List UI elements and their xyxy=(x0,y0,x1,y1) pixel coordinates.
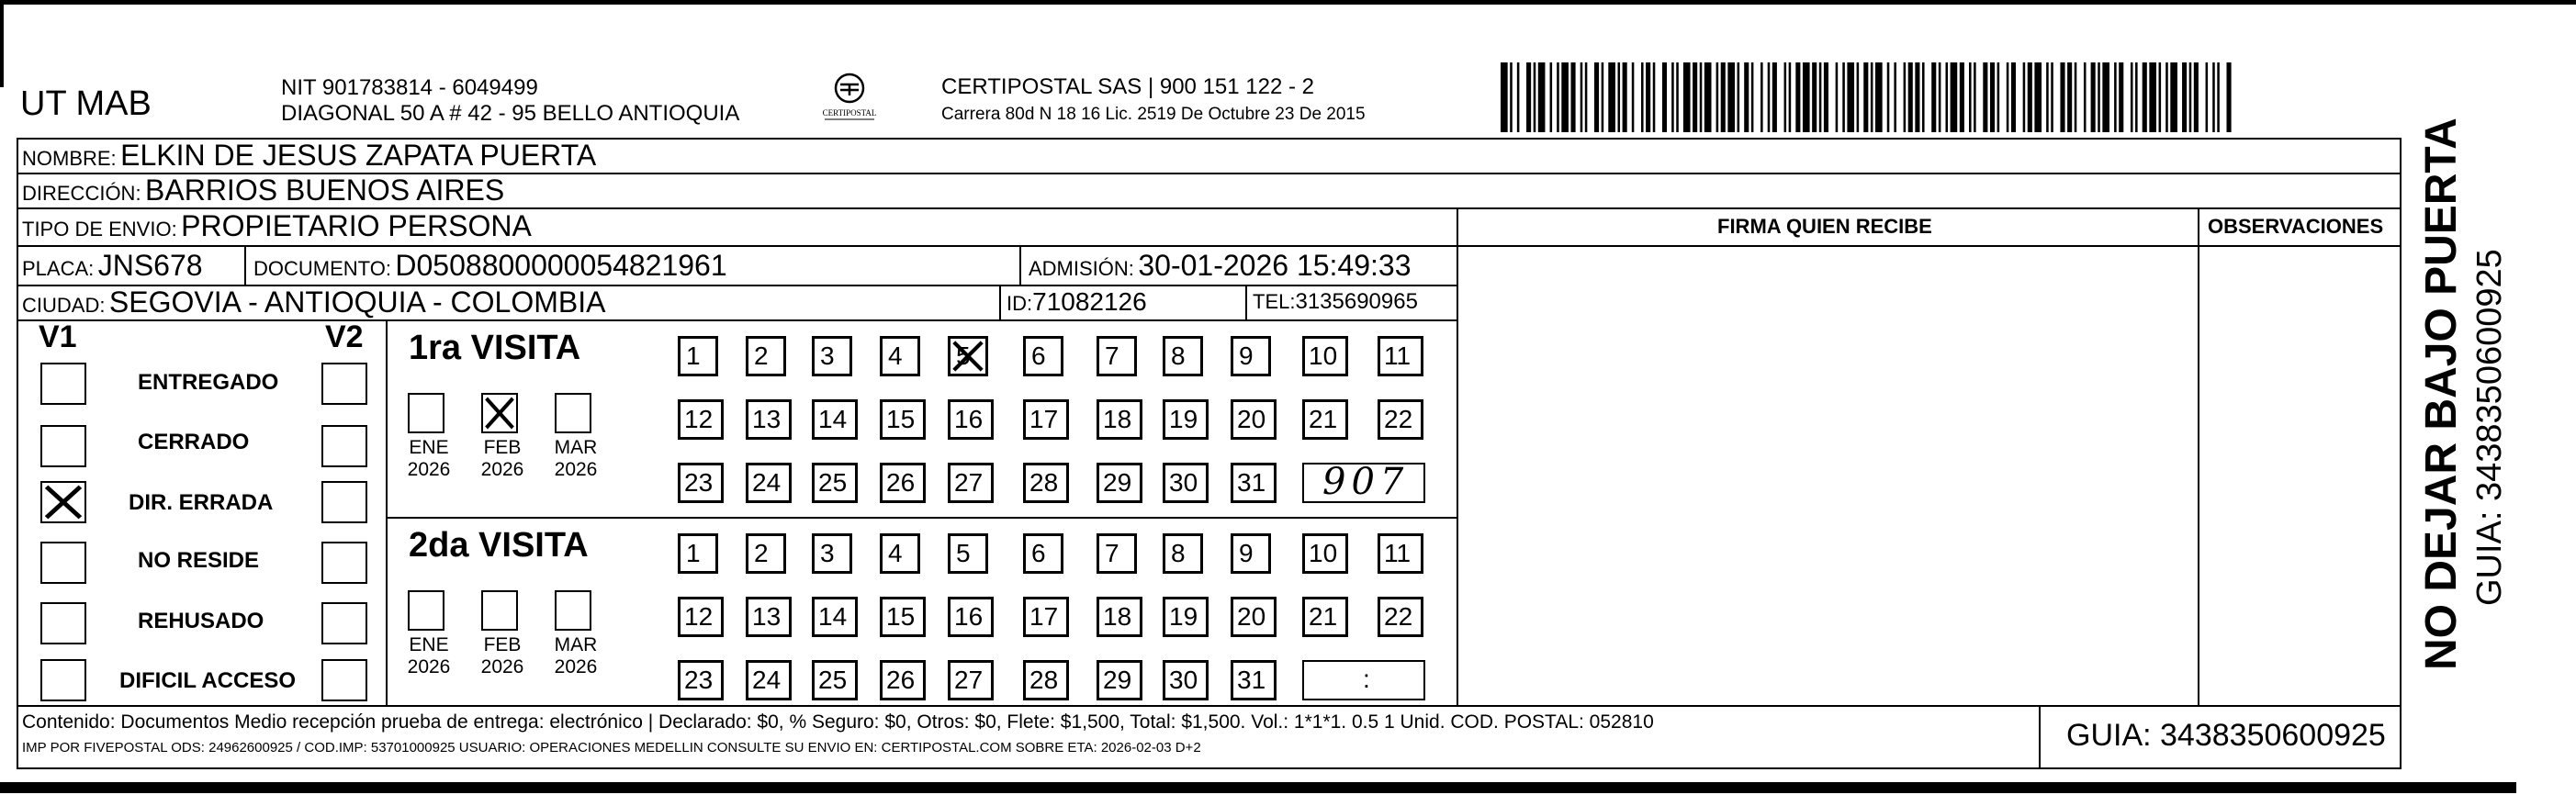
barcode-bar xyxy=(1857,62,1860,132)
day-box[interactable]: 28 xyxy=(1023,660,1069,700)
day-box[interactable]: 14 xyxy=(812,399,858,440)
day-box[interactable]: 5 xyxy=(948,336,988,376)
day-box[interactable]: 25 xyxy=(812,463,858,503)
logo-caption: CERTIPOSTAL xyxy=(822,108,877,118)
barcode-bar xyxy=(2060,62,2064,132)
day-box[interactable]: 12 xyxy=(678,597,724,637)
day-box[interactable]: 11 xyxy=(1378,336,1423,376)
company-nit: NIT 901783814 - 6049499 xyxy=(281,75,538,100)
status-label: ENTREGADO xyxy=(138,370,279,395)
tel-label: TEL: xyxy=(1253,290,1296,313)
barcode-bar xyxy=(1760,62,1763,132)
barcode-bar xyxy=(2119,62,2123,132)
direccion-value: BARRIOS BUENOS AIRES xyxy=(145,174,505,207)
time-box[interactable] xyxy=(1302,660,1425,700)
barcode-bar xyxy=(1501,62,1508,132)
day-box[interactable]: 4 xyxy=(880,336,920,376)
footer-print-info: IMP POR FIVEPOSTAL ODS: 24962600925 / COD.IMP: 53701000925 USUARIO: OPERACIONES MEDELLIN CONSULTE SU ENVIO EN: CERTIPOSTAL.COM SOBRE ETA: 2026-02-03 D+2 xyxy=(22,740,1201,756)
barcode-bar xyxy=(2046,62,2049,132)
top-border xyxy=(0,0,2576,5)
barcode-bar xyxy=(1939,62,1941,132)
admision-label: ADMISIÓN: xyxy=(1029,257,1134,280)
month-year: 2026 xyxy=(554,459,598,480)
barcode-bar xyxy=(2206,62,2209,132)
day-box[interactable]: 9 xyxy=(1231,533,1271,574)
day-box[interactable]: 14 xyxy=(812,597,858,637)
carrier-info xyxy=(941,73,1366,129)
barcode-bar xyxy=(2034,62,2042,132)
day-box[interactable]: 20 xyxy=(1231,597,1277,637)
barcode-bar xyxy=(1721,62,1726,132)
month-name: ENE xyxy=(409,437,449,458)
day-box[interactable]: 21 xyxy=(1302,399,1348,440)
barcode-bar xyxy=(1608,62,1615,132)
v1-checkbox[interactable] xyxy=(40,602,86,644)
v1-checkbox[interactable] xyxy=(40,425,86,467)
v1-label: V1 xyxy=(39,319,77,354)
barcode-bar xyxy=(1931,62,1936,132)
month-checkbox[interactable] xyxy=(481,590,518,631)
barcode-bar xyxy=(2091,62,2096,132)
documento-row xyxy=(253,250,727,287)
barcode-bar xyxy=(1738,62,1740,132)
company-info xyxy=(281,75,739,127)
day-box[interactable]: 16 xyxy=(948,399,994,440)
barcode-bar xyxy=(1751,62,1754,132)
barcode-bar xyxy=(2143,62,2147,132)
month-year: 2026 xyxy=(480,656,524,677)
barcode-bar xyxy=(1716,62,1719,132)
ciudad-value: SEGOVIA - ANTIOQUIA - COLOMBIA xyxy=(108,285,606,319)
day-box[interactable]: 6 xyxy=(1023,533,1063,574)
status-label: REHUSADO xyxy=(138,609,264,633)
barcode-bar xyxy=(2217,62,2220,132)
barcode-bar xyxy=(1653,62,1656,132)
barcode-bar xyxy=(2084,62,2087,132)
month-year: 2026 xyxy=(480,459,524,480)
admision-value: 30-01-2026 15:49:33 xyxy=(1138,249,1412,282)
barcode-bar xyxy=(2007,62,2009,132)
nombre-label: NOMBRE: xyxy=(22,147,117,170)
barcode-bar xyxy=(1671,62,1674,132)
day-box[interactable]: 10 xyxy=(1302,533,1348,574)
day-box[interactable]: 25 xyxy=(812,660,858,700)
barcode-bar xyxy=(1847,62,1854,132)
day-box[interactable]: 29 xyxy=(1097,463,1142,503)
id-value: 71082126 xyxy=(1032,287,1147,316)
month-checkbox[interactable] xyxy=(555,590,591,631)
month-label xyxy=(397,634,461,678)
status-label: NO RESIDE xyxy=(138,548,260,573)
barcode-bar xyxy=(1704,62,1712,132)
barcode-bar xyxy=(2149,62,2156,132)
barcode-bar xyxy=(1960,62,1964,132)
barcode-bar xyxy=(2159,62,2162,132)
month-name: FEB xyxy=(483,437,522,458)
day-box[interactable]: 1 xyxy=(678,336,718,376)
day-box[interactable]: 22 xyxy=(1378,597,1423,637)
barcode-bar xyxy=(1819,62,1822,132)
v2-checkbox[interactable] xyxy=(321,481,367,523)
barcode xyxy=(1501,62,2232,132)
day-box[interactable]: 17 xyxy=(1023,597,1069,637)
barcode-bar xyxy=(1904,62,1907,132)
barcode-bar xyxy=(1550,62,1553,132)
barcode-bar xyxy=(1842,62,1845,132)
barcode-bar xyxy=(1969,62,1972,132)
day-box[interactable]: 7 xyxy=(1097,336,1137,376)
side-guia: GUIA: 3438350600925 xyxy=(2470,249,2509,606)
barcode-bar xyxy=(2102,62,2109,132)
month-name: FEB xyxy=(483,634,522,655)
observaciones-header: OBSERVACIONES xyxy=(2208,215,2384,238)
day-box[interactable]: 20 xyxy=(1231,399,1277,440)
barcode-bar xyxy=(2212,62,2215,132)
v2-checkbox[interactable] xyxy=(321,659,367,701)
barcode-bar xyxy=(2067,62,2072,132)
company-address: DIAGONAL 50 A # 42 - 95 BELLO ANTIOQUIA xyxy=(281,101,740,126)
barcode-bar xyxy=(2075,62,2077,132)
barcode-bar xyxy=(2170,62,2177,132)
v1-checkbox[interactable] xyxy=(40,363,86,405)
v2-checkbox[interactable] xyxy=(321,542,367,584)
barcode-bar xyxy=(1887,62,1890,132)
direccion-label: DIRECCIÓN: xyxy=(22,182,141,205)
month-name: MAR xyxy=(554,437,598,458)
barcode-bar xyxy=(2023,62,2026,132)
barcode-bar xyxy=(1534,62,1536,132)
month-checkbox[interactable] xyxy=(408,393,444,433)
barcode-bar xyxy=(2011,62,2016,132)
day-box[interactable]: 31 xyxy=(1231,660,1277,700)
footer-guia: GUIA: 3438350600925 xyxy=(2066,718,2386,753)
day-box[interactable]: 29 xyxy=(1097,660,1142,700)
barcode-bar xyxy=(1990,62,1995,132)
day-box[interactable]: 26 xyxy=(880,463,926,503)
barcode-bar xyxy=(1594,62,1599,132)
barcode-bar xyxy=(1526,62,1531,132)
month-year: 2026 xyxy=(407,459,451,480)
day-box[interactable]: 17 xyxy=(1023,399,1069,440)
company-name: UT MAB xyxy=(20,84,152,123)
day-box[interactable]: 9 xyxy=(1231,336,1271,376)
barcode-bar xyxy=(1894,62,1896,132)
barcode-bar xyxy=(1863,62,1868,132)
day-box[interactable]: 30 xyxy=(1163,463,1209,503)
day-box[interactable]: 30 xyxy=(1163,660,1209,700)
barcode-bar xyxy=(1789,62,1792,132)
carrier-name: CERTIPOSTAL SAS | 900 151 122 - 2 xyxy=(941,74,1314,99)
placa-value: JNS678 xyxy=(97,249,203,282)
month-label xyxy=(470,634,534,678)
day-box[interactable]: 7 xyxy=(1097,533,1137,574)
day-box[interactable]: 2 xyxy=(746,533,786,574)
barcode-bar xyxy=(1538,62,1546,132)
carrier-license: Carrera 80d N 18 16 Lic. 2519 De Octubre 23 De 2015 xyxy=(941,105,1366,124)
day-box[interactable]: 5 xyxy=(948,533,988,574)
barcode-bar xyxy=(1824,62,1828,132)
barcode-bar xyxy=(1974,62,1976,132)
barcode-bar xyxy=(1517,62,1520,132)
barcode-bar xyxy=(2194,62,2199,132)
barcode-bar xyxy=(1510,62,1513,132)
day-box[interactable]: 16 xyxy=(948,597,994,637)
day-box[interactable]: 8 xyxy=(1163,336,1203,376)
v2-checkbox[interactable] xyxy=(321,363,367,405)
barcode-bar xyxy=(1646,62,1650,132)
nombre-value: ELKIN DE JESUS ZAPATA PUERTA xyxy=(120,139,597,172)
left-border xyxy=(0,5,4,87)
placa-row xyxy=(22,250,203,287)
day-box[interactable]: 27 xyxy=(948,660,994,700)
barcode-bar xyxy=(2098,62,2100,132)
barcode-bar xyxy=(1641,62,1644,132)
day-box[interactable]: 15 xyxy=(880,399,926,440)
barcode-bar xyxy=(1602,62,1604,132)
month-checkbox[interactable] xyxy=(481,393,518,433)
barcode-bar xyxy=(1922,62,1925,132)
day-box[interactable]: 4 xyxy=(880,533,920,574)
day-box[interactable]: 1 xyxy=(678,533,718,574)
month-year: 2026 xyxy=(407,656,451,677)
firma-header: FIRMA QUIEN RECIBE xyxy=(1717,215,1932,238)
v1-checkbox[interactable] xyxy=(40,659,86,701)
barcode-bar xyxy=(1700,62,1703,132)
day-box[interactable]: 18 xyxy=(1097,399,1142,440)
barcode-bar xyxy=(1784,62,1787,132)
tipo-value: PROPIETARIO PERSONA xyxy=(181,209,532,242)
barcode-bar xyxy=(1908,62,1913,132)
barcode-bar xyxy=(1812,62,1817,132)
barcode-bar xyxy=(1571,62,1576,132)
barcode-bar xyxy=(1585,62,1588,132)
barcode-bar xyxy=(1623,62,1627,132)
time-placeholder: : xyxy=(1363,665,1370,693)
barcode-bar xyxy=(1727,62,1735,132)
visit-title: 1ra VISITA xyxy=(409,329,581,367)
barcode-bar xyxy=(1580,62,1583,132)
month-label xyxy=(470,437,534,481)
day-box[interactable]: 15 xyxy=(880,597,926,637)
footer-contents: Contenido: Documentos Medio recepción prueba de entrega: electrónico | Declarado: $0, % Seguro: $0, Otros: $0, Flete: $1,500, Total: $1,500. Vol.: 1*1*1. 0.5 1 Unid. COD. POSTAL: 052810 xyxy=(22,711,1654,733)
barcode-bar xyxy=(1915,62,1919,132)
placa-label: PLACA: xyxy=(22,257,95,280)
barcode-bar xyxy=(1693,62,1697,132)
v2-checkbox[interactable] xyxy=(321,602,367,644)
v2-checkbox[interactable] xyxy=(321,425,367,467)
day-box[interactable]: 19 xyxy=(1163,399,1209,440)
day-box[interactable]: 21 xyxy=(1302,597,1348,637)
day-box[interactable]: 8 xyxy=(1163,533,1203,574)
id-row xyxy=(1007,286,1147,322)
day-box[interactable]: 13 xyxy=(746,597,792,637)
admision-row xyxy=(1029,250,1412,287)
month-label xyxy=(397,437,461,481)
tipo-label: TIPO DE ENVIO: xyxy=(22,218,177,241)
barcode-bar xyxy=(1683,62,1691,132)
day-box[interactable]: 27 xyxy=(948,463,994,503)
barcode-bar xyxy=(1768,62,1771,132)
day-box[interactable]: 23 xyxy=(678,463,724,503)
barcode-bar xyxy=(2182,62,2187,132)
status-label: CERRADO xyxy=(138,430,250,454)
day-box[interactable]: 28 xyxy=(1023,463,1069,503)
day-box[interactable]: 26 xyxy=(880,660,926,700)
nombre-row xyxy=(22,140,596,177)
table-bottom xyxy=(17,705,2402,707)
barcode-bar xyxy=(1836,62,1839,132)
time-handwritten: 907 xyxy=(1322,461,1410,503)
day-box[interactable]: 2 xyxy=(746,336,786,376)
month-name: ENE xyxy=(409,634,449,655)
barcode-bar xyxy=(1662,62,1667,132)
v1-checkbox[interactable] xyxy=(40,542,86,584)
day-box[interactable]: 10 xyxy=(1302,336,1348,376)
barcode-bar xyxy=(2135,62,2138,132)
v2-label: V2 xyxy=(325,319,364,354)
day-box[interactable]: 18 xyxy=(1097,597,1142,637)
barcode-bar xyxy=(1803,62,1810,132)
barcode-bar xyxy=(1795,62,1800,132)
documento-value: D0508800000054821961 xyxy=(395,249,727,282)
bottom-border xyxy=(0,782,2516,793)
barcode-bar xyxy=(1951,62,1958,132)
day-box[interactable]: 23 xyxy=(678,660,724,700)
barcode-bar xyxy=(1744,62,1749,132)
tel-value: 3135690965 xyxy=(1295,289,1418,314)
certipostal-logo xyxy=(808,72,891,121)
side-warning: NO DEJAR BAJO PUERTA xyxy=(2417,118,2466,670)
month-year: 2026 xyxy=(554,656,598,677)
barcode-bar xyxy=(1871,62,1873,132)
status-label: DIFICIL ACCESO xyxy=(119,668,297,693)
day-box[interactable]: 31 xyxy=(1231,463,1277,503)
barcode-bar xyxy=(1676,62,1679,132)
day-box[interactable]: 24 xyxy=(746,463,792,503)
barcode-bar xyxy=(1997,62,2000,132)
day-box[interactable]: 6 xyxy=(1023,336,1063,376)
ciudad-label: CIUDAD: xyxy=(22,294,106,317)
status-label: DIR. ERRADA xyxy=(129,490,274,515)
barcode-bar xyxy=(2227,62,2232,132)
day-box[interactable]: 24 xyxy=(746,660,792,700)
month-checkbox[interactable] xyxy=(555,393,591,433)
barcode-bar xyxy=(2028,62,2032,132)
day-box[interactable]: 3 xyxy=(812,336,852,376)
day-box[interactable]: 22 xyxy=(1378,399,1423,440)
barcode-bar xyxy=(1875,62,1883,132)
tipo-row xyxy=(22,210,532,248)
barcode-bar xyxy=(2114,62,2117,132)
visit-title: 2da VISITA xyxy=(409,526,589,565)
v1-checkbox[interactable] xyxy=(40,481,86,523)
documento-label: DOCUMENTO: xyxy=(253,257,391,280)
barcode-bar xyxy=(2051,62,2053,132)
barcode-bar xyxy=(2165,62,2168,132)
barcode-bar xyxy=(1618,62,1621,132)
month-name: MAR xyxy=(554,634,598,655)
barcode-bar xyxy=(2131,62,2133,132)
day-box[interactable]: 3 xyxy=(812,533,852,574)
barcode-bar xyxy=(1946,62,1949,132)
tel-row xyxy=(1253,286,1418,320)
barcode-bar xyxy=(1557,62,1559,132)
barcode-bar xyxy=(1632,62,1635,132)
day-box[interactable]: 13 xyxy=(746,399,792,440)
barcode-bar xyxy=(1983,62,1987,132)
month-label xyxy=(544,437,608,481)
barcode-bar xyxy=(2189,62,2192,132)
time-box[interactable] xyxy=(1302,463,1425,503)
day-box[interactable]: 12 xyxy=(678,399,724,440)
month-label xyxy=(544,634,608,678)
ciudad-row xyxy=(22,286,605,324)
id-label: ID: xyxy=(1007,292,1033,315)
barcode-bar xyxy=(1561,62,1569,132)
day-box[interactable]: 11 xyxy=(1378,533,1423,574)
barcode-bar xyxy=(1772,62,1777,132)
month-checkbox[interactable] xyxy=(408,590,444,631)
day-box[interactable]: 19 xyxy=(1163,597,1209,637)
direccion-row xyxy=(22,174,504,212)
